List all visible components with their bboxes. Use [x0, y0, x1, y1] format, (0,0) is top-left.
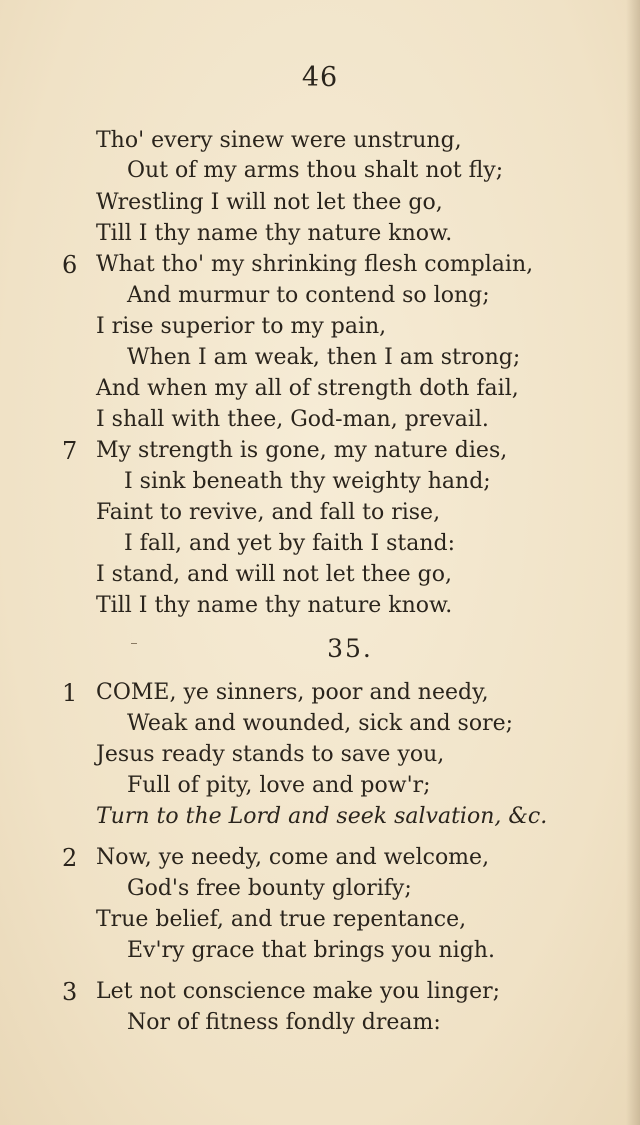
- hymn34-line-16: Till I thy name thy nature know.: [96, 593, 453, 618]
- hymn35-refrain: Turn to the Lord and seek salvation, &c.: [96, 804, 548, 829]
- hymn-35-number: 35.: [327, 634, 373, 663]
- hymn34-line-7: I rise superior to my pain,: [96, 314, 387, 339]
- hymn34-line-12: I sink beneath thy weighty hand;: [124, 469, 491, 494]
- hymn34-line-5: What tho' my shrinking flesh complain,: [96, 252, 534, 277]
- hymn35-line-1: COME, ye sinners, poor and needy,: [96, 680, 489, 705]
- verse-number-3: 3: [62, 978, 78, 1006]
- hymn35-line-2: Weak and wounded, sick and sore;: [127, 711, 514, 736]
- hymn34-line-6: And murmur to contend so long;: [127, 283, 490, 308]
- hymn35-line-8: Ev'ry grace that brings you nigh.: [127, 938, 495, 963]
- hymn34-line-13: Faint to revive, and fall to rise,: [96, 500, 441, 525]
- page-edge-shadow: [626, 0, 640, 1125]
- hymn34-line-15: I stand, and will not let thee go,: [96, 562, 452, 587]
- verse-number-1: 1: [62, 679, 78, 707]
- hymn34-line-4: Till I thy name thy nature know.: [96, 221, 453, 246]
- page-number: 46: [301, 62, 339, 93]
- hymn34-line-3: Wrestling I will not let thee go,: [96, 190, 443, 215]
- hymn34-line-9: And when my all of strength doth fail,: [96, 376, 519, 401]
- hymn35-line-7: True belief, and true repentance,: [96, 907, 467, 932]
- verse-number-6: 6: [62, 251, 78, 279]
- hymn35-line-4: Full of pity, love and pow'r;: [127, 773, 431, 798]
- hymn34-line-2: Out of my arms thou shalt not fly;: [127, 158, 504, 183]
- hymn35-line-9: Let not conscience make you linger;: [96, 979, 501, 1004]
- hymn35-line-10: Nor of fitness fondly dream:: [127, 1010, 441, 1035]
- hymn34-line-1: Tho' every sinew were unstrung,: [96, 128, 462, 153]
- verse-number-7: 7: [62, 437, 78, 465]
- hymn34-line-10: I shall with thee, God-man, prevail.: [96, 407, 489, 432]
- hymn35-line-6: God's free bounty glorify;: [127, 876, 412, 901]
- hymn34-line-11: My strength is gone, my nature dies,: [96, 438, 508, 463]
- hymn34-line-8: When I am weak, then I am strong;: [127, 345, 521, 370]
- hymn35-line-5: Now, ye needy, come and welcome,: [96, 845, 490, 870]
- verse-number-2: 2: [62, 844, 78, 872]
- hymn35-line-3: Jesus ready stands to save you,: [96, 742, 445, 767]
- hymn34-line-14: I fall, and yet by faith I stand:: [124, 531, 456, 556]
